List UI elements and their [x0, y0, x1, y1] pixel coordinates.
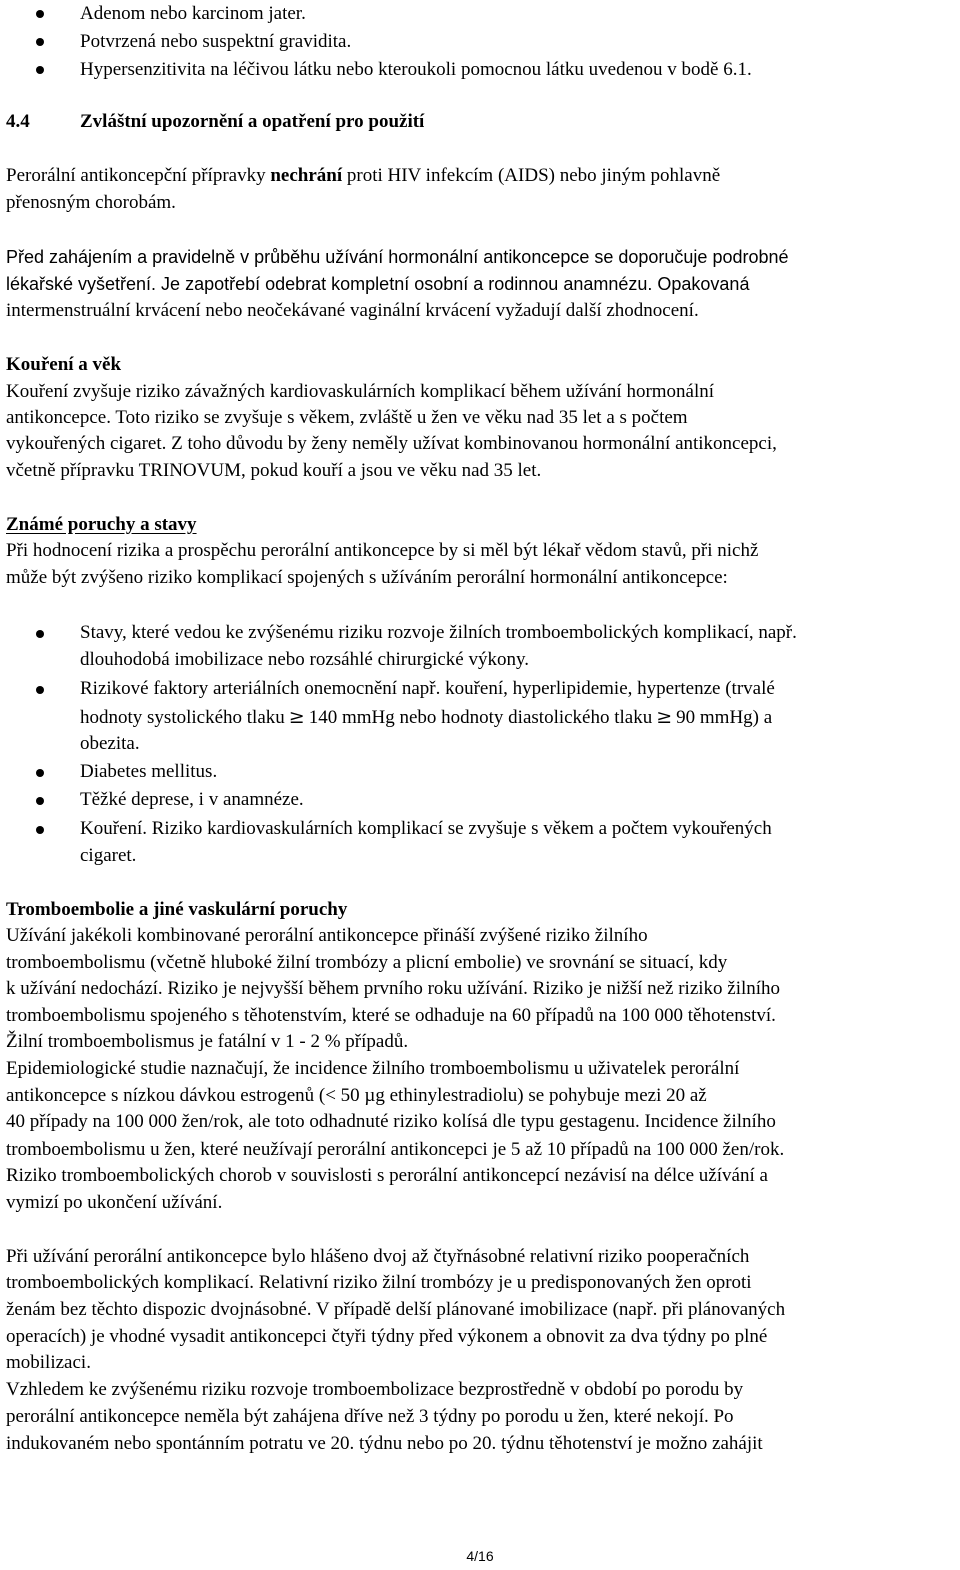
text-run: proti HIV infekcím (AIDS) nebo jiným pohlavně [342, 165, 721, 186]
paragraph-line: může být zvýšeno riziko komplikací spojených s užíváním perorální hormonální antikoncepce: [6, 567, 728, 588]
greater-or-equal-icon: ≥ [288, 706, 305, 728]
bullet-marker [36, 630, 44, 638]
section-heading [6, 110, 424, 134]
paragraph-line: antikoncepce s nízkou dávkou estrogenů (< 50 µg ethinylestradiolu) se pohybuje mezi 20 až [6, 1085, 707, 1106]
bullet-marker [36, 10, 44, 18]
paragraph-line [6, 164, 720, 190]
subheading: Známé poruchy a stavy [6, 514, 197, 535]
page-number: 4/16 [466, 1548, 494, 1564]
emphasis-text: nechrání [270, 165, 343, 186]
paragraph-line: vymizí po ukončení užívání. [6, 1192, 223, 1213]
list-item: Diabetes mellitus. [80, 761, 218, 782]
paragraph-line: Před zahájením a pravidelně v průběhu užívání hormonální antikoncepce se doporučuje podrobné [6, 247, 789, 267]
section-title: Zvláštní upozornění a opatření pro použití [80, 111, 425, 132]
section-number: 4.4 [6, 111, 30, 132]
paragraph-line: mobilizaci. [6, 1352, 91, 1373]
text-run: hodnoty systolického tlaku [80, 707, 285, 728]
bullet-marker [36, 769, 44, 777]
paragraph-line: tromboembolismu spojeného s těhotenstvím, které se odhaduje na 60 případů na 100 000 těhotenství. [6, 1005, 776, 1026]
bullet-marker [36, 66, 44, 74]
paragraph-line: antikoncepce. Toto riziko se zvyšuje s věkem, zvláště u žen ve věku nad 35 let a s počtem [6, 407, 688, 428]
list-item: Těžké deprese, i v anamnéze. [80, 789, 304, 810]
paragraph-line: Při užívání perorální antikoncepce bylo hlášeno dvoj až čtyřnásobné relativní riziko pooperačních [6, 1246, 750, 1267]
bullet-marker [36, 38, 44, 46]
paragraph-line: Vzhledem ke zvýšenému riziku rozvoje tromboembolizace bezprostředně v období po porodu by [6, 1379, 744, 1400]
bullet-marker [36, 686, 44, 694]
subheading: Kouření a věk [6, 354, 122, 375]
list-item-continuation: cigaret. [80, 845, 137, 866]
paragraph-line: ženám bez těchto dispozic dvojnásobné. V případě delší plánované imobilizace (např. při plánovaných [6, 1299, 786, 1320]
paragraph-line: Epidemiologické studie naznačují, že incidence žilního tromboembolismu u uživatelek perorální [6, 1058, 740, 1079]
paragraph-line: tromboembolismu (včetně hluboké žilní trombózy a plicní embolie) ve srovnání se situací, kdy [6, 952, 728, 973]
paragraph-line: Při hodnocení rizika a prospěchu perorální antikoncepce by si měl být lékař vědom stavů, při nichž [6, 540, 759, 561]
list-item: Adenom nebo karcinom jater. [80, 3, 306, 24]
list-item-continuation: obezita. [80, 733, 140, 754]
list-item: Potvrzená nebo suspektní gravidita. [80, 31, 352, 52]
paragraph-line: tromboembolických komplikací. Relativní riziko žilní trombózy je u predisponovaných žen oproti [6, 1272, 752, 1293]
paragraph-line: vykouřených cigaret. Z toho důvodu by ženy neměly užívat kombinovanou hormonální antikoncepci, [6, 433, 777, 454]
paragraph-line: intermenstruální krvácení nebo neočekávané vaginální krvácení vyžadují další zhodnocení. [6, 300, 699, 321]
paragraph-line: perorální antikoncepce neměla být zahájena dříve než 3 týdny po porodu u žen, které nekojí. Po [6, 1406, 734, 1427]
paragraph-line: tromboembolismu u žen, které neužívají perorální antikoncepci je 5 až 10 případů na 100 000 žen/rok. [6, 1139, 785, 1160]
list-item-continuation [80, 705, 772, 731]
paragraph-line: Žilní tromboembolismus je fatální v 1 - 2 % případů. [6, 1031, 409, 1052]
paragraph-line: Užívání jakékoli kombinované perorální antikoncepce přináší zvýšené riziko žilního [6, 925, 648, 946]
list-item-continuation: dlouhodobá imobilizace nebo rozsáhlé chirurgické výkony. [80, 649, 530, 670]
text-run: Perorální antikoncepční přípravky [6, 165, 271, 186]
text-run: 140 mmHg nebo hodnoty diastolického tlaku [308, 707, 653, 728]
greater-or-equal-icon: ≥ [656, 706, 673, 728]
paragraph-line: přenosným chorobám. [6, 192, 176, 213]
list-item: Rizikové faktory arteriálních onemocnění např. kouření, hyperlipidemie, hypertenze (trvalé [80, 678, 775, 699]
subheading: Tromboembolie a jiné vaskulární poruchy [6, 899, 348, 920]
paragraph-line: Kouření zvyšuje riziko závažných kardiovaskulárních komplikací během užívání hormonální [6, 381, 715, 402]
paragraph-line: k užívání nedochází. Riziko je nejvyšší během prvního roku užívání. Riziko je nižší než riziko žilního [6, 978, 781, 999]
list-item: Hypersenzitivita na léčivou látku nebo kteroukoli pomocnou látku uvedenou v bodě 6.1. [80, 59, 752, 80]
text-run: 90 mmHg) a [676, 707, 773, 728]
paragraph-line: 40 případy na 100 000 žen/rok, ale toto odhadnuté riziko kolísá dle typu gestagenu. Incidence žilního [6, 1111, 776, 1132]
paragraph-line: Riziko tromboembolických chorob v souvislosti s perorální antikoncepcí nezávisí na délce užívání a [6, 1165, 768, 1186]
paragraph-line: lékařské vyšetření. Je zapotřebí odebrat kompletní osobní a rodinnou anamnézu. Opakovaná [6, 274, 750, 294]
paragraph-line: indukovaném nebo spontánním potratu ve 20. týdnu nebo po 20. týdnu těhotenství je možno zahájit [6, 1433, 763, 1454]
bullet-marker [36, 797, 44, 805]
list-item: Stavy, které vedou ke zvýšenému riziku rozvoje žilních tromboembolických komplikací, např. [80, 622, 797, 643]
list-item: Kouření. Riziko kardiovaskulárních komplikací se zvyšuje s věkem a počtem vykouřených [80, 818, 772, 839]
bullet-marker [36, 826, 44, 834]
paragraph-line: operacích) je vhodné vysadit antikoncepci čtyři týdny před výkonem a obnovit za dva týdny po plné [6, 1326, 768, 1347]
paragraph-line: včetně přípravku TRINOVUM, pokud kouří a jsou ve věku nad 35 let. [6, 460, 542, 481]
